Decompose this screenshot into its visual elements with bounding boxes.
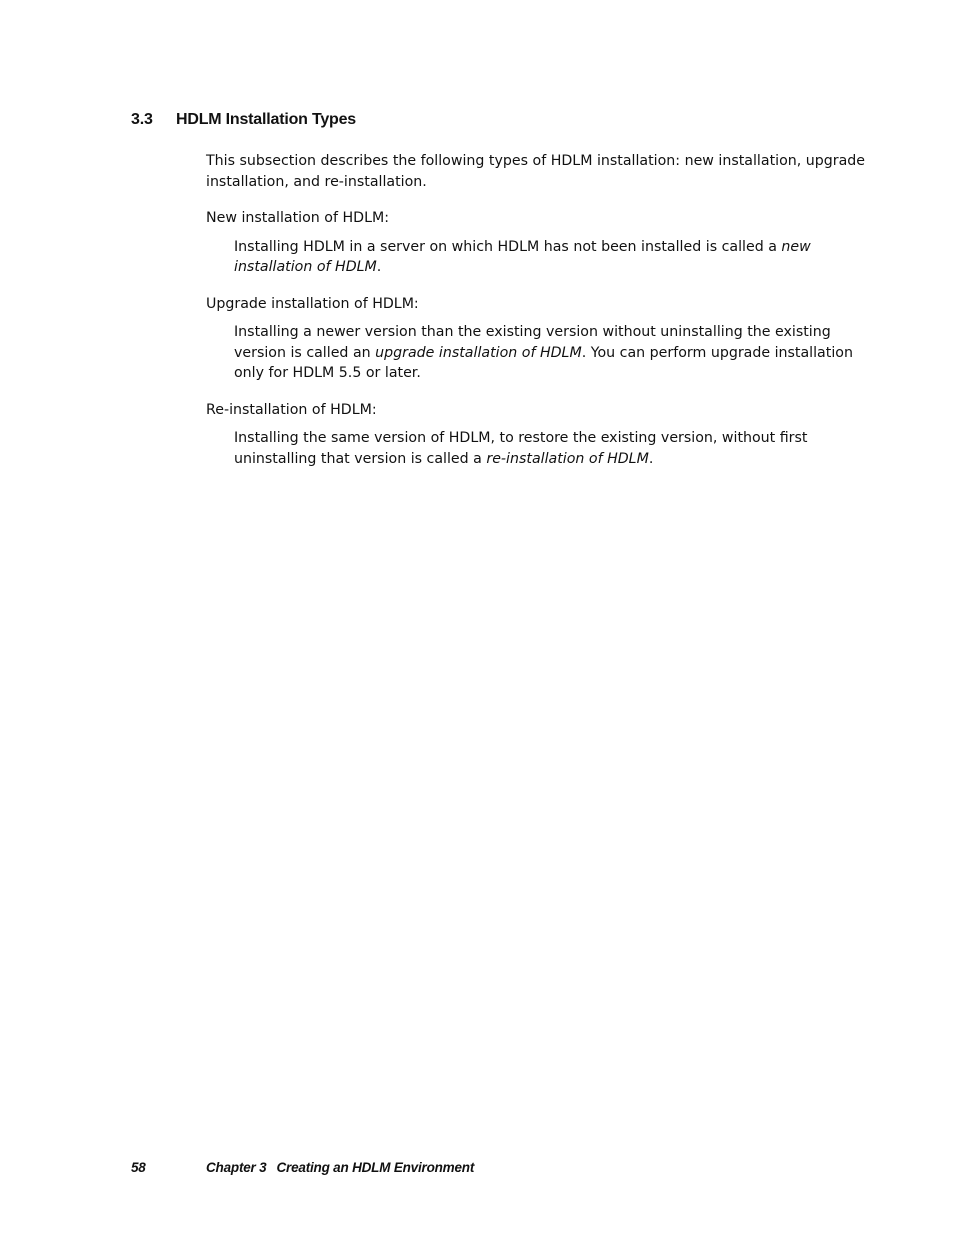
term-new-installation: New installation of HDLM: (206, 210, 390, 226)
intro-paragraph: This subsection describes the following types of HDLM installation: new installation, upgrade installation, and re-installation. (206, 153, 866, 190)
chapter-label: Chapter 3 (206, 1160, 267, 1175)
definition-emphasis: upgrade installation of HDLM (375, 344, 582, 361)
section-title: HDLM Installation Types (176, 111, 357, 128)
definition-new-installation (234, 237, 866, 278)
definition-text: Installing a newer version than the existing version without uninstalling the existing version is called an (234, 324, 831, 361)
chapter-title: Creating an HDLM Environment (276, 1160, 475, 1175)
section-body (206, 151, 866, 485)
section-number: 3.3 (131, 111, 153, 128)
definition-upgrade-installation (234, 322, 866, 384)
definition-emphasis: new installation of HDLM (234, 238, 811, 275)
definition-re-installation (234, 428, 866, 469)
definition-text: Installing the same version of HDLM, to restore the existing version, without first uninstalling that version is called a (234, 430, 808, 467)
definition-emphasis: re-installation of HDLM (486, 450, 649, 467)
definition-text: Installing HDLM in a server on which HDLM has not been installed is called a (234, 238, 782, 255)
page-number: 58 (131, 1160, 146, 1175)
section-heading (131, 111, 356, 129)
page-footer (131, 1160, 474, 1175)
term-re-installation: Re-installation of HDLM: (206, 401, 377, 418)
term-upgrade-installation: Upgrade installation of HDLM: (206, 295, 419, 312)
definition-text-end: . You can perform upgrade installation only for HDLM 5.5 or later. (234, 344, 853, 381)
definition-text-end: . (648, 450, 654, 467)
definition-text-end: . (376, 259, 382, 275)
